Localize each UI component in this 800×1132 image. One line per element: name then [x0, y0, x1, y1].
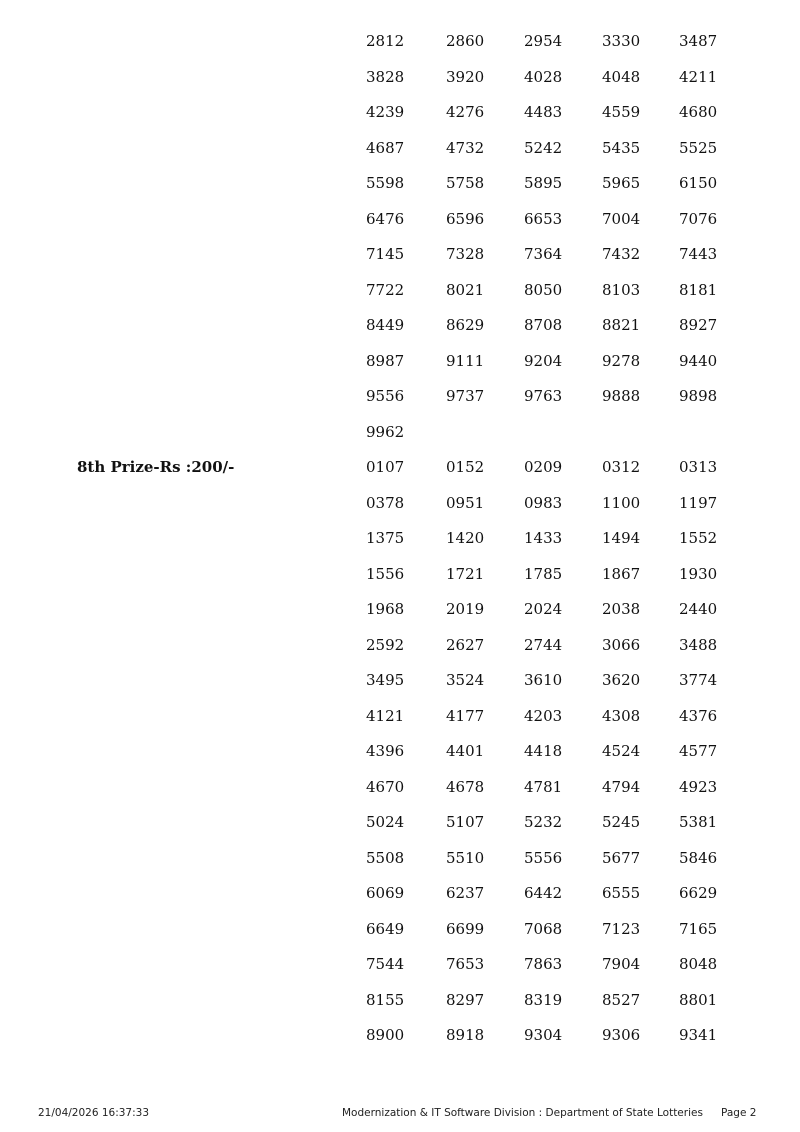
number-row: [0, 384, 800, 408]
winning-number: 4781: [524, 778, 563, 796]
number-row: [0, 65, 800, 89]
winning-number: 4376: [679, 707, 718, 725]
winning-number: 4680: [679, 103, 718, 121]
winning-number: 4211: [679, 68, 718, 86]
number-row: [0, 313, 800, 337]
number-row: [0, 29, 800, 53]
winning-number: 8449: [366, 316, 405, 334]
winning-number: 3828: [366, 68, 405, 86]
winning-number: 5107: [446, 813, 485, 831]
winning-number: 8900: [366, 1026, 405, 1044]
winning-number: 7863: [524, 955, 563, 973]
winning-number: 4577: [679, 742, 718, 760]
winning-number: 4401: [446, 742, 485, 760]
winning-number: 8708: [524, 316, 563, 334]
winning-number: 6649: [366, 920, 405, 938]
winning-number: 8181: [679, 281, 718, 299]
winning-number: 8050: [524, 281, 563, 299]
winning-number: 4687: [366, 139, 405, 157]
winning-number: 9737: [446, 387, 485, 405]
winning-number: 0107: [366, 458, 405, 476]
winning-number: 7068: [524, 920, 563, 938]
winning-number: 2954: [524, 32, 563, 50]
winning-number: 6069: [366, 884, 405, 902]
number-row: [0, 917, 800, 941]
winning-number: 8927: [679, 316, 718, 334]
winning-number: 2592: [366, 636, 405, 654]
winning-number: 7722: [366, 281, 405, 299]
winning-number: 5598: [366, 174, 405, 192]
number-row: [0, 739, 800, 763]
winning-number: 0152: [446, 458, 485, 476]
winning-number: 7145: [366, 245, 405, 263]
winning-number: 4203: [524, 707, 563, 725]
number-row: [0, 704, 800, 728]
winning-number: 9962: [366, 423, 405, 441]
winning-number: 5556: [524, 849, 563, 867]
winning-number: 4308: [602, 707, 641, 725]
number-row: [0, 349, 800, 373]
winning-number: 4524: [602, 742, 641, 760]
winning-number: 5677: [602, 849, 641, 867]
winning-number: 4276: [446, 103, 485, 121]
winning-number: 4678: [446, 778, 485, 796]
winning-number: 6555: [602, 884, 641, 902]
winning-number: 1420: [446, 529, 485, 547]
winning-number: 8048: [679, 955, 718, 973]
number-row: [0, 597, 800, 621]
winning-number: 4559: [602, 103, 641, 121]
winning-number: 8297: [446, 991, 485, 1009]
winning-number: 1721: [446, 565, 485, 583]
winning-number: 8155: [366, 991, 405, 1009]
winning-number: 7364: [524, 245, 563, 263]
winning-number: 9763: [524, 387, 563, 405]
winning-number: 7653: [446, 955, 485, 973]
number-row: [0, 100, 800, 124]
winning-number: 3774: [679, 671, 718, 689]
winning-number: 3920: [446, 68, 485, 86]
number-row: [0, 810, 800, 834]
winning-number: 8527: [602, 991, 641, 1009]
winning-number: 8918: [446, 1026, 485, 1044]
winning-number: 5846: [679, 849, 718, 867]
winning-number: 2024: [524, 600, 563, 618]
winning-number: 9306: [602, 1026, 641, 1044]
winning-number: 9898: [679, 387, 718, 405]
winning-number: 1375: [366, 529, 405, 547]
number-row: [0, 171, 800, 195]
winning-number: 0951: [446, 494, 485, 512]
winning-number: 1433: [524, 529, 563, 547]
winning-number: 6237: [446, 884, 485, 902]
winning-number: 0209: [524, 458, 563, 476]
winning-number: 7123: [602, 920, 641, 938]
number-row: [0, 775, 800, 799]
winning-number: 8801: [679, 991, 718, 1009]
winning-number: 6442: [524, 884, 563, 902]
winning-number: 8821: [602, 316, 641, 334]
winning-number: 2627: [446, 636, 485, 654]
number-row: [0, 136, 800, 160]
winning-number: 0378: [366, 494, 405, 512]
winning-number: 2812: [366, 32, 405, 50]
winning-number: 4418: [524, 742, 563, 760]
winning-number: 8629: [446, 316, 485, 334]
number-row: [0, 207, 800, 231]
winning-number: 4396: [366, 742, 405, 760]
winning-number: 5508: [366, 849, 405, 867]
winning-number: 7165: [679, 920, 718, 938]
winning-number: 9278: [602, 352, 641, 370]
number-row: [0, 562, 800, 586]
winning-number: 3620: [602, 671, 641, 689]
footer-page-number: Page 2: [721, 1107, 757, 1119]
number-row: [0, 242, 800, 266]
winning-number: 1100: [602, 494, 641, 512]
footer-timestamp: 21/04/2026 16:37:33: [38, 1107, 150, 1119]
winning-number: 4923: [679, 778, 718, 796]
winning-number: 1930: [679, 565, 718, 583]
winning-number: 9111: [446, 352, 485, 370]
winning-number: 5525: [679, 139, 718, 157]
winning-number: 9556: [366, 387, 405, 405]
winning-number: 6596: [446, 210, 485, 228]
winning-number: 1556: [366, 565, 405, 583]
winning-number: 5024: [366, 813, 405, 831]
winning-number: 8987: [366, 352, 405, 370]
winning-number: 2440: [679, 600, 718, 618]
number-row: [0, 988, 800, 1012]
winning-number: 5965: [602, 174, 641, 192]
winning-number: 7443: [679, 245, 718, 263]
winning-number: 5242: [524, 139, 563, 157]
winning-number: 5245: [602, 813, 641, 831]
number-row: [0, 420, 800, 444]
winning-number: 7328: [446, 245, 485, 263]
winning-number: 4028: [524, 68, 563, 86]
winning-number: 3495: [366, 671, 405, 689]
winning-number: 4121: [366, 707, 405, 725]
winning-number: 9341: [679, 1026, 718, 1044]
winning-number: 3610: [524, 671, 563, 689]
winning-number: 2744: [524, 636, 563, 654]
winning-number: 5232: [524, 813, 563, 831]
winning-number: 4177: [446, 707, 485, 725]
winning-number: 0313: [679, 458, 718, 476]
winning-number: 6653: [524, 210, 563, 228]
number-row: [0, 1023, 800, 1047]
winning-number: 8103: [602, 281, 641, 299]
winning-number: 3488: [679, 636, 718, 654]
number-row: [0, 668, 800, 692]
winning-number: 2860: [446, 32, 485, 50]
winning-number: 1197: [679, 494, 718, 512]
number-row: [0, 881, 800, 905]
winning-number: 0983: [524, 494, 563, 512]
number-row: [0, 526, 800, 550]
winning-number: 4794: [602, 778, 641, 796]
winning-number: 7544: [366, 955, 405, 973]
winning-number: 6476: [366, 210, 405, 228]
winning-number: 9204: [524, 352, 563, 370]
winning-number: 2038: [602, 600, 641, 618]
number-row: [0, 491, 800, 515]
winning-number: 5895: [524, 174, 563, 192]
winning-number: 9304: [524, 1026, 563, 1044]
winning-number: 6150: [679, 174, 718, 192]
number-row: [0, 952, 800, 976]
winning-number: 6629: [679, 884, 718, 902]
winning-number: 8021: [446, 281, 485, 299]
winning-number: 4670: [366, 778, 405, 796]
winning-number: 1968: [366, 600, 405, 618]
winning-number: 4732: [446, 139, 485, 157]
winning-number: 1785: [524, 565, 563, 583]
winning-number: 7004: [602, 210, 641, 228]
winning-number: 3066: [602, 636, 641, 654]
winning-number: 1867: [602, 565, 641, 583]
winning-number: 1494: [602, 529, 641, 547]
winning-number: 7076: [679, 210, 718, 228]
winning-number: 5758: [446, 174, 485, 192]
winning-number: 6699: [446, 920, 485, 938]
winning-number: 4048: [602, 68, 641, 86]
winning-number: 9440: [679, 352, 718, 370]
winning-number: 4483: [524, 103, 563, 121]
winning-number: 3330: [602, 32, 641, 50]
winning-number: 3524: [446, 671, 485, 689]
winning-number: 4239: [366, 103, 405, 121]
prize-heading-8th: 8th Prize-Rs :200/-: [77, 458, 235, 476]
number-row: [0, 846, 800, 870]
winning-number: 7432: [602, 245, 641, 263]
winning-number: 7904: [602, 955, 641, 973]
winning-number: 8319: [524, 991, 563, 1009]
winning-number: 2019: [446, 600, 485, 618]
winning-number: 5435: [602, 139, 641, 157]
number-row: [0, 633, 800, 657]
winning-number: 5510: [446, 849, 485, 867]
winning-number: 3487: [679, 32, 718, 50]
winning-number: 1552: [679, 529, 718, 547]
winning-number: 5381: [679, 813, 718, 831]
footer-division: Modernization & IT Software Division : Department of State Lotteries: [342, 1107, 703, 1119]
number-row: [0, 278, 800, 302]
winning-number: 0312: [602, 458, 641, 476]
winning-number: 9888: [602, 387, 641, 405]
